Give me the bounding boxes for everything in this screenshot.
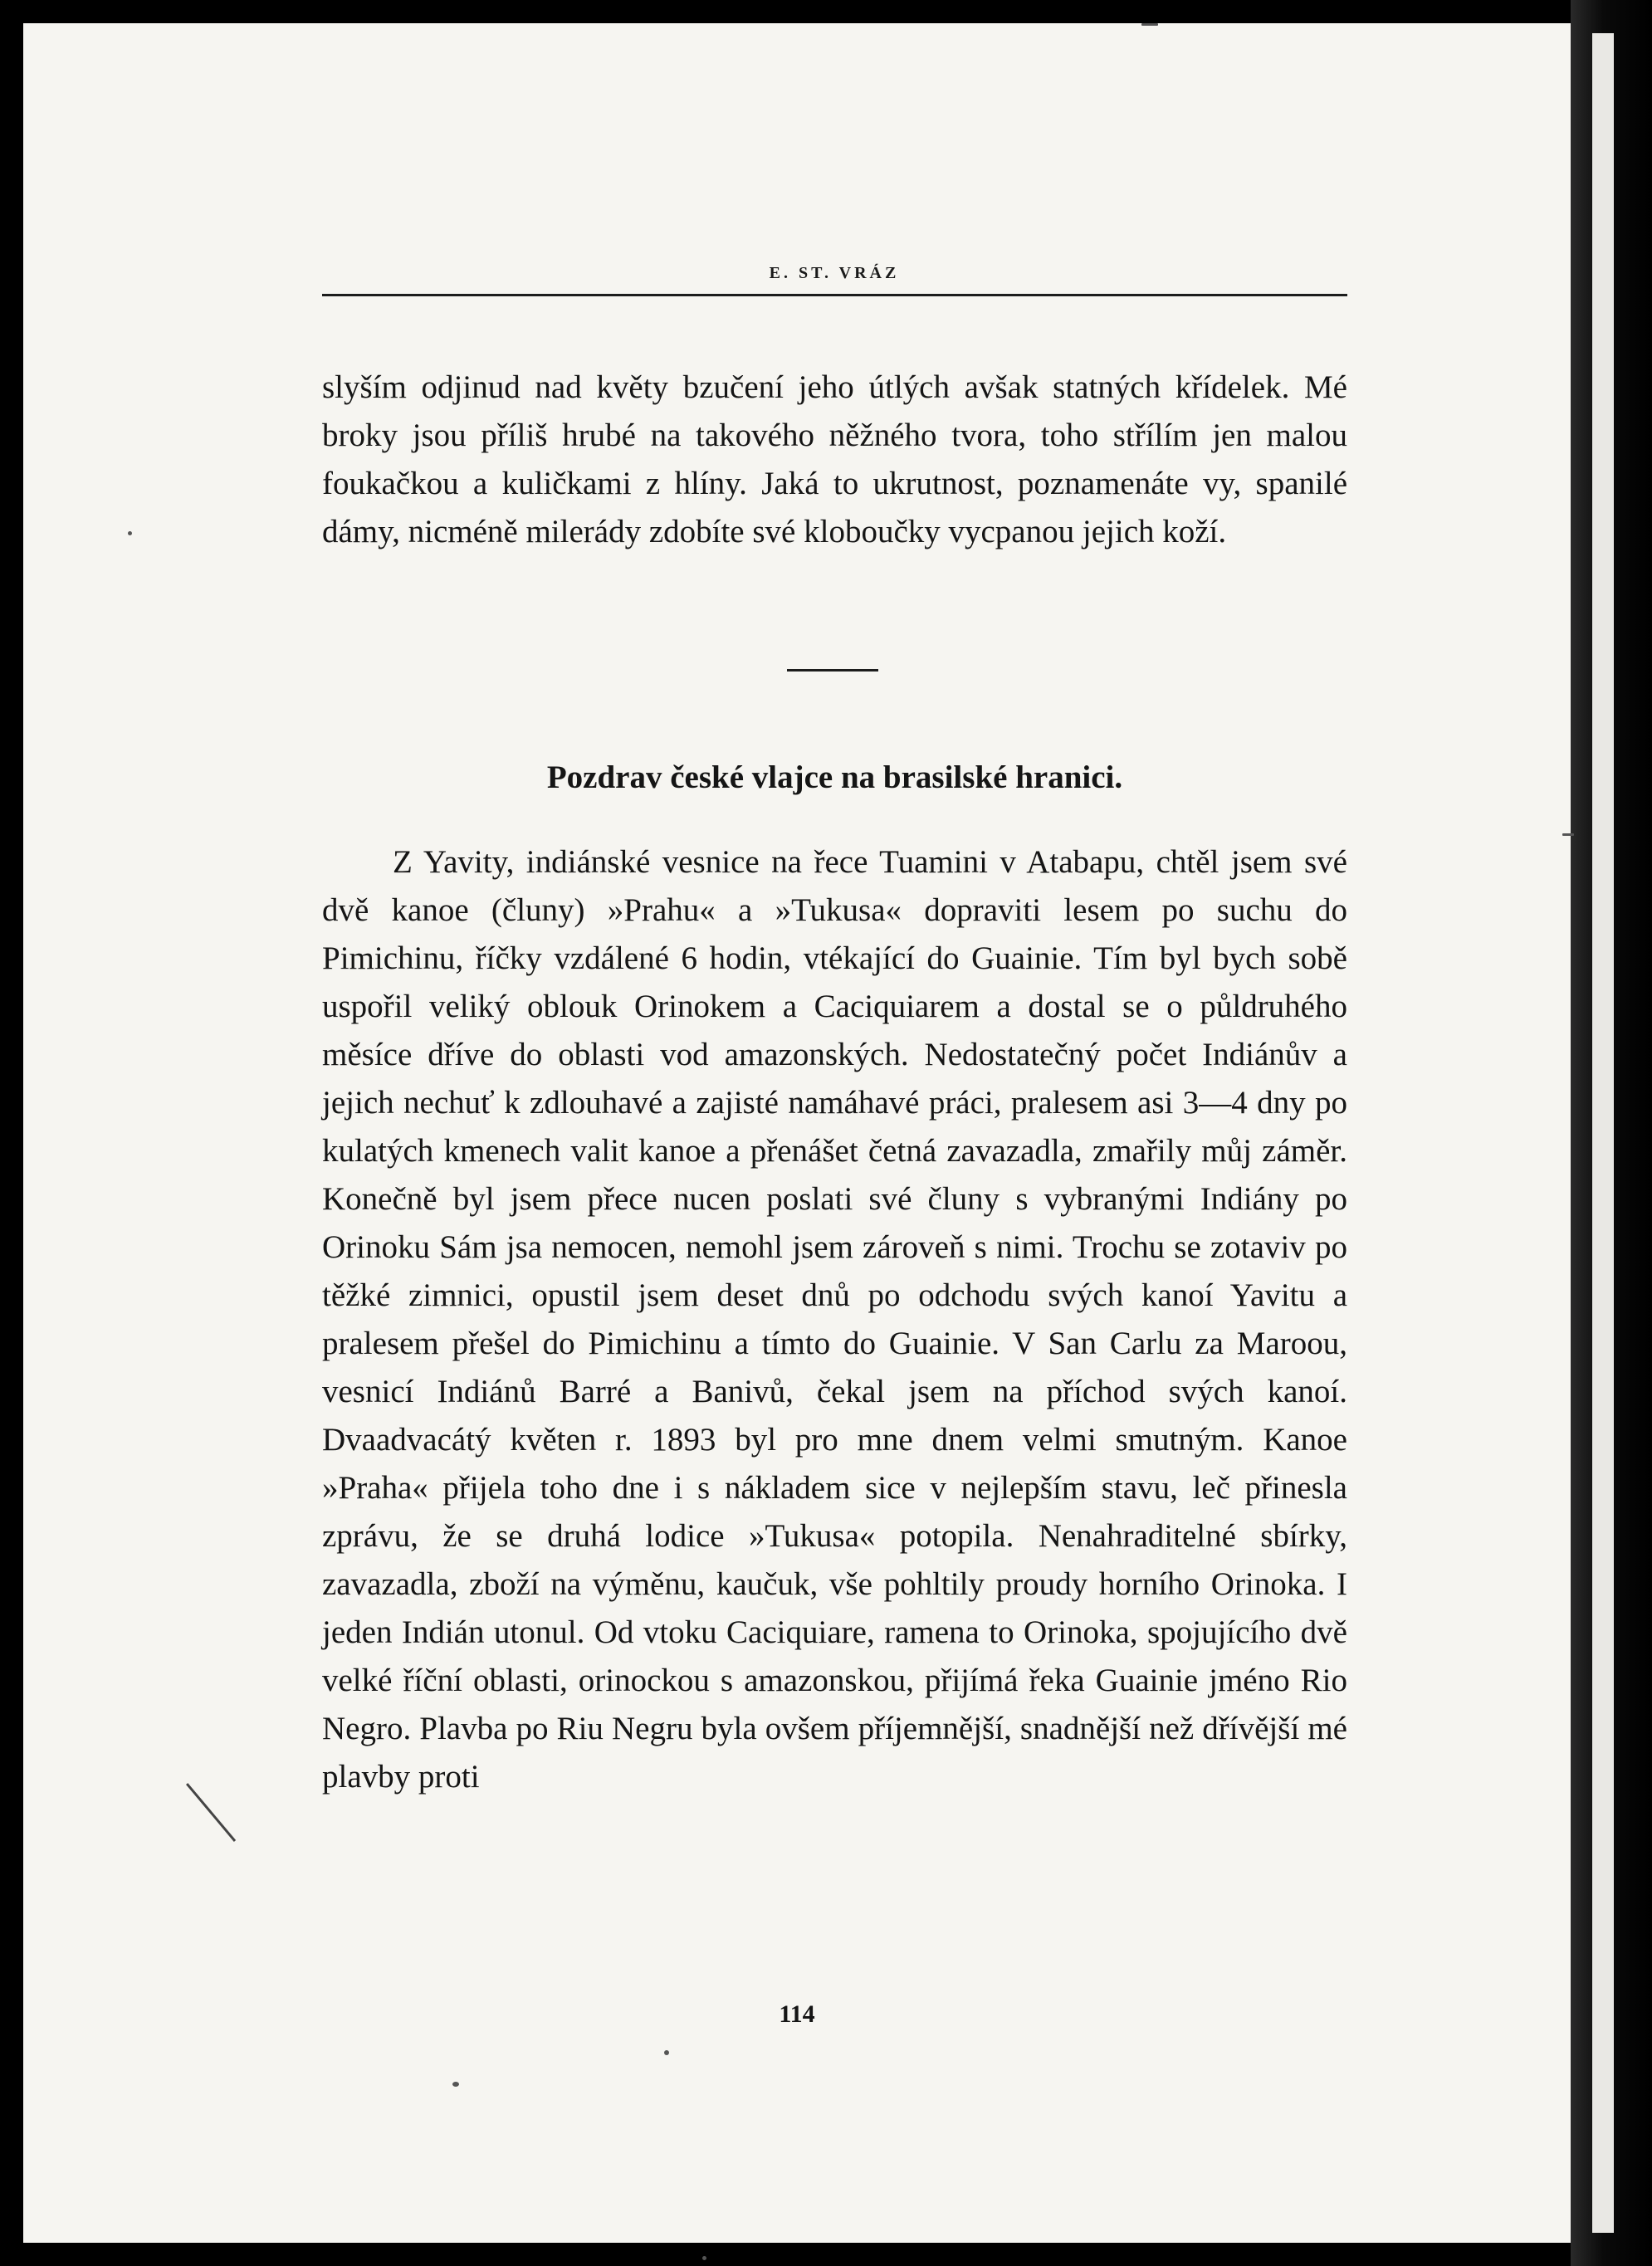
section-paragraph: Z Yavity, indiánské vesnice na řece Tuamini v Atabapu, chtěl jsem své dvě kanoe (čluny) »Prahu« a »Tukusa« dopraviti lesem po suchu do Pimichinu, říčky vzdálené 6 hodin, vtékající do Guainie. Tím byl bych sobě uspořil veliký oblouk Orinokem a Caciquiarem a dostal se o půldruhého měsíce dříve do oblasti vod amazonských. Nedostatečný počet Indiánův a jejich nechuť k zdlouhavé a zajisté namáhavé práci, pralesem asi 3—4 dny po kulatých kmenech valit kanoe a přenášet četná zavazadla, zmařily můj záměr. Konečně byl jsem přece nucen poslati své čluny s vybranými Indiány po Orinoku Sám jsa nemocen, nemohl jsem zároveň s nimi. Trochu se zotaviv po těžké zimnici, opustil jsem deset dnů po odchodu svých kanoí Yavitu a pralesem přešel do Pimichinu a tímto do Guainie. V San Carlu za Maroou, vesnicí Indiánů Barré a Banivů, čekal jsem na příchod svých kanoí. Dvaadvacátý květen r. 1893 byl pro mne dnem velmi smutným. Kanoe »Praha« přijela toho dne i s nákladem sice v nejlepším stavu, leč přinesla zprávu, že se druhá lodice »Tukusa« potopila. Nenahraditelné sbírky, zavazadla, zboží na výměnu, kaučuk, vše pohltily proudy horního Orinoka. I jeden Indián utonul. Od vtoku Caciquiare, ramena to Orinoka, spojujícího dvě velké říční oblasti, orinockou s amazonskou, přijímá řeka Guainie jméno Rio Negro. Plavba po Riu Negru byla ovšem příjemnější, snadnější než dřívější mé plavby proti (322, 844, 1347, 1795)
scan-speck (1141, 23, 1158, 26)
next-page-edge (1592, 33, 1614, 2233)
scan-speck (664, 2050, 669, 2055)
header-rule (322, 294, 1347, 296)
scan-speck (702, 2256, 706, 2260)
page-number: 114 (779, 2000, 815, 2028)
scan-speck (1562, 833, 1574, 836)
section-separator (787, 669, 878, 671)
scan-speck (128, 531, 132, 535)
running-header: E. ST. VRÁZ (769, 264, 900, 282)
scan-speck (452, 2082, 459, 2087)
section-title: Pozdrav české vlajce na brasilské hranici. (546, 759, 1123, 795)
paragraph-continuation: slyším odjinud nad květy bzučení jeho útlých avšak statných křídelek. Mé broky jsou příliš hrubé na takového něžného tvora, toho střílím jen malou foukačkou a kuličkami z hlíny. Jaká to ukrutnost, poznamenáte vy, spanilé dámy, nicméně milerády zdobíte své kloboučky vycpanou jejich koží. (322, 369, 1347, 549)
